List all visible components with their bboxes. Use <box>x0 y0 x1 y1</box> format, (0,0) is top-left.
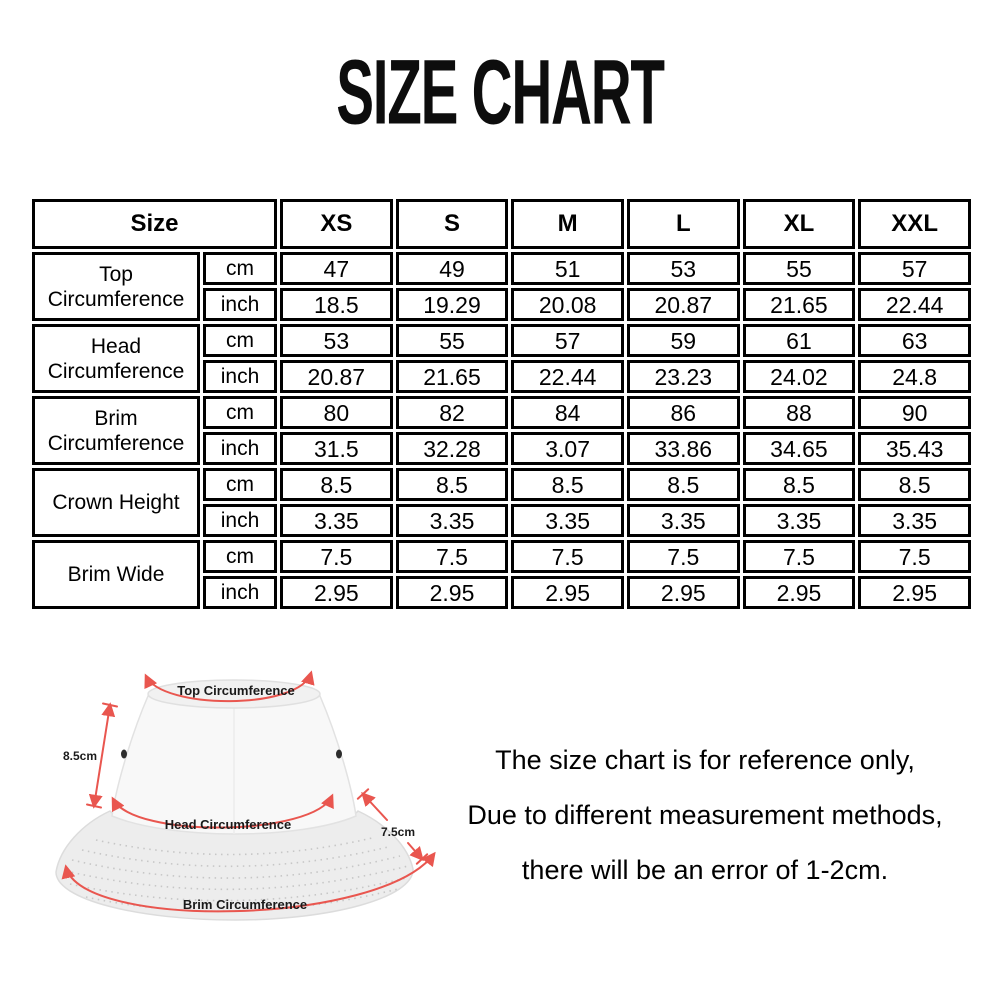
value-cell: 24.02 <box>743 360 856 393</box>
row-label: Brim Circumference <box>32 396 200 465</box>
value-cell: 3.07 <box>511 432 624 465</box>
value-cell: 90 <box>858 396 971 429</box>
unit-label: inch <box>203 432 277 465</box>
value-cell: 7.5 <box>627 540 740 573</box>
value-cell: 86 <box>627 396 740 429</box>
value-cell: 63 <box>858 324 971 357</box>
head-circumference-label: Head Circumference <box>164 817 292 832</box>
value-cell: 8.5 <box>858 468 971 501</box>
value-cell: 19.29 <box>396 288 509 321</box>
bucket-hat-illustration <box>10 648 470 958</box>
unit-label: cm <box>203 324 277 357</box>
size-col-xs: XS <box>280 199 393 249</box>
eyelet-icon <box>121 750 127 759</box>
value-cell: 23.23 <box>627 360 740 393</box>
note-line: Due to different measurement methods, <box>467 800 943 830</box>
value-cell: 2.95 <box>511 576 624 609</box>
value-cell: 20.87 <box>627 288 740 321</box>
value-cell: 7.5 <box>396 540 509 573</box>
value-cell: 51 <box>511 252 624 285</box>
unit-label: cm <box>203 468 277 501</box>
size-col-xl: XL <box>743 199 856 249</box>
value-cell: 2.95 <box>396 576 509 609</box>
value-cell: 35.43 <box>858 432 971 465</box>
size-col-m: M <box>511 199 624 249</box>
value-cell: 20.87 <box>280 360 393 393</box>
value-cell: 21.65 <box>743 288 856 321</box>
top-circumference-label: Top Circumference <box>177 683 295 698</box>
value-cell: 55 <box>743 252 856 285</box>
value-cell: 33.86 <box>627 432 740 465</box>
value-cell: 2.95 <box>627 576 740 609</box>
size-col-xxl: XXL <box>858 199 971 249</box>
unit-label: inch <box>203 288 277 321</box>
value-cell: 49 <box>396 252 509 285</box>
value-cell: 22.44 <box>858 288 971 321</box>
value-cell: 47 <box>280 252 393 285</box>
value-cell: 57 <box>511 324 624 357</box>
value-cell: 31.5 <box>280 432 393 465</box>
value-cell: 3.35 <box>627 504 740 537</box>
value-cell: 20.08 <box>511 288 624 321</box>
note-line: there will be an error of 1-2cm. <box>521 855 889 885</box>
value-cell: 2.95 <box>858 576 971 609</box>
value-cell: 22.44 <box>511 360 624 393</box>
value-cell: 7.5 <box>280 540 393 573</box>
brim-width-label: 7.5cm <box>380 825 416 839</box>
unit-label: cm <box>203 540 277 573</box>
value-cell: 57 <box>858 252 971 285</box>
value-cell: 3.35 <box>743 504 856 537</box>
size-col-s: S <box>396 199 509 249</box>
value-cell: 8.5 <box>743 468 856 501</box>
bucket-hat-diagram <box>10 648 470 958</box>
page-title-text: SIZE CHART <box>336 42 664 145</box>
table-row <box>32 396 971 429</box>
table-row <box>32 540 971 573</box>
size-table <box>29 196 974 612</box>
unit-label: inch <box>203 576 277 609</box>
value-cell: 53 <box>627 252 740 285</box>
row-label: Crown Height <box>32 468 200 537</box>
value-cell: 3.35 <box>511 504 624 537</box>
value-cell: 32.28 <box>396 432 509 465</box>
table-row <box>32 252 971 285</box>
value-cell: 2.95 <box>743 576 856 609</box>
value-cell: 8.5 <box>280 468 393 501</box>
value-cell: 8.5 <box>511 468 624 501</box>
value-cell: 84 <box>511 396 624 429</box>
value-cell: 2.95 <box>280 576 393 609</box>
value-cell: 3.35 <box>280 504 393 537</box>
size-col-l: L <box>627 199 740 249</box>
unit-label: cm <box>203 252 277 285</box>
row-label: Brim Wide <box>32 540 200 609</box>
value-cell: 7.5 <box>511 540 624 573</box>
page-title <box>0 42 1000 145</box>
value-cell: 7.5 <box>743 540 856 573</box>
value-cell: 82 <box>396 396 509 429</box>
note-line: The size chart is for reference only, <box>495 745 915 775</box>
value-cell: 7.5 <box>858 540 971 573</box>
value-cell: 55 <box>396 324 509 357</box>
value-cell: 21.65 <box>396 360 509 393</box>
unit-label: cm <box>203 396 277 429</box>
value-cell: 34.65 <box>743 432 856 465</box>
value-cell: 80 <box>280 396 393 429</box>
table-row <box>32 324 971 357</box>
value-cell: 61 <box>743 324 856 357</box>
value-cell: 59 <box>627 324 740 357</box>
unit-label: inch <box>203 504 277 537</box>
table-row <box>32 468 971 501</box>
size-header-cell: Size <box>32 199 277 249</box>
value-cell: 53 <box>280 324 393 357</box>
disclaimer-note <box>440 733 970 898</box>
brim-circumference-label: Brim Circumference <box>182 897 308 912</box>
unit-label: inch <box>203 360 277 393</box>
hat-crown <box>112 680 356 834</box>
eyelet-icon <box>336 750 342 759</box>
crown-height-label: 8.5cm <box>62 749 98 763</box>
value-cell: 24.8 <box>858 360 971 393</box>
value-cell: 3.35 <box>396 504 509 537</box>
value-cell: 88 <box>743 396 856 429</box>
table-header-row <box>32 199 971 249</box>
value-cell: 8.5 <box>627 468 740 501</box>
value-cell: 3.35 <box>858 504 971 537</box>
value-cell: 18.5 <box>280 288 393 321</box>
value-cell: 8.5 <box>396 468 509 501</box>
row-label: Top Circumference <box>32 252 200 321</box>
row-label: Head Circumference <box>32 324 200 393</box>
